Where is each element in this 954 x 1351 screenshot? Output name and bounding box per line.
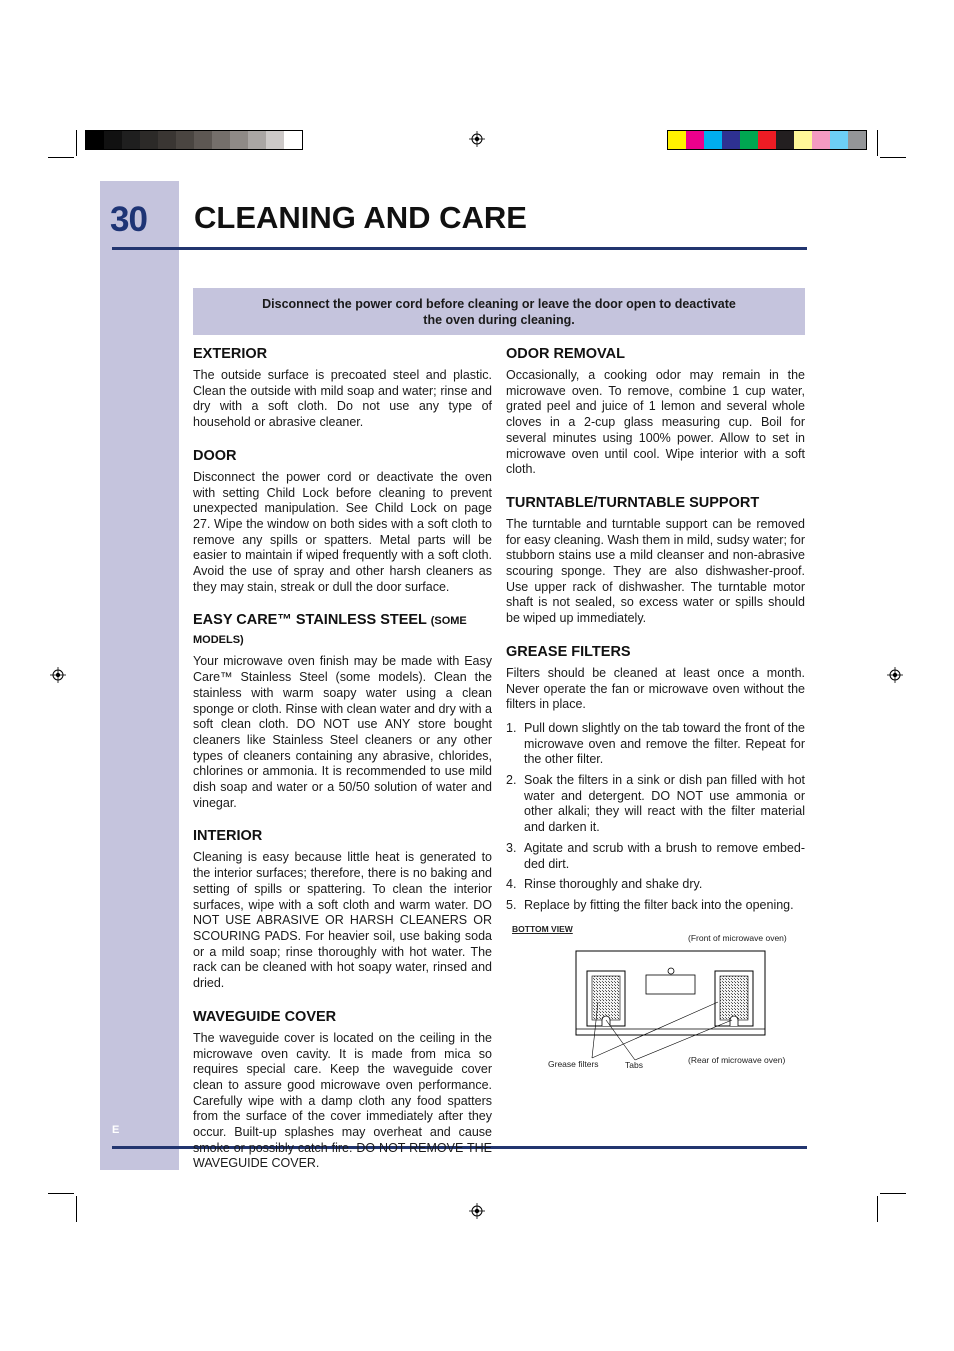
section-heading: GREASE FILTERS: [506, 643, 631, 660]
color-swatch: [794, 131, 812, 149]
section-heading: TURNTABLE/TURNTABLE SUPPORT: [506, 494, 760, 511]
color-swatch: [686, 131, 704, 149]
heading-small: (SOME MODELS): [193, 615, 467, 647]
bottom-view-diagram: [540, 940, 800, 1065]
section-exterior: [193, 345, 492, 431]
center-light-cover: [646, 975, 695, 994]
language-mark: E: [112, 1124, 120, 1136]
color-swatch: [176, 131, 194, 149]
color-swatch: [104, 131, 122, 149]
crop-mark: [76, 1196, 77, 1222]
header-rule: [112, 247, 807, 250]
color-swatch: [812, 131, 830, 149]
color-swatch: [230, 131, 248, 149]
section-easy-care: [193, 611, 492, 811]
list-item: [506, 773, 805, 836]
section-body: Occasionally, a cooking odor may remain in the microwave oven. To remove, combine 1 cup water, grated peel and juice of 1 lemon and several whole cloves in a 2-cup glass measuring cup. Boil for several minutes using 100% power. Allow to set in microwave oven until cool. Wipe interior with a soft cloth.: [506, 368, 805, 477]
section-turntable: [506, 494, 805, 627]
step-text: Pull down slightly on the tab toward the front of the microwave oven and remove the filter. Repeat for the other filter.: [524, 720, 805, 767]
color-swatch: [722, 131, 740, 149]
crop-mark: [48, 157, 74, 158]
section-body: The turntable and turntable support can be removed for easy cleaning. Wash them in mild, sudsy water; for stubborn stains use a mild cleanser and non-abrasive scouring sponge. They are also dishwasher-proof. Use upper rack of dishwasher. The turntable motor shaft is not sealed, so excess water or spills should be wiped up immediately.: [506, 516, 805, 626]
left-column: [193, 345, 492, 1188]
section-body: Disconnect the power cord or deactivate the oven with setting Child Lock before cleaning to prevent unexpected manipulation. See Child Lock on page 27. Wipe the window on both sides with a soft cloth to remove any spills or spatters. Metal parts will be easier to maintain if wiped frequently with a soft cloth. Avoid the use of spray and other harsh cleaners as they may stain, streak or dull the door surface.: [193, 469, 492, 594]
center-screw-icon: [668, 968, 674, 974]
section-heading: ODOR REMOVAL: [506, 346, 625, 362]
gray-calibration-bar: [85, 130, 303, 150]
step-text: Soak the filters in a sink or dish pan filled with hot water and detergent. DO NOT use ammonia or other alkali; they will react with the filter material and darken it.: [524, 773, 805, 835]
color-swatch: [704, 131, 722, 149]
color-swatch: [830, 131, 848, 149]
step-number: 3.: [506, 840, 517, 855]
diagram-front-label: (Front of microwave oven): [688, 933, 787, 943]
color-swatch: [740, 131, 758, 149]
steps-list: [506, 721, 805, 914]
color-swatch: [776, 131, 794, 149]
crop-mark: [877, 1196, 878, 1222]
color-swatch: [140, 131, 158, 149]
color-swatch: [848, 131, 866, 149]
section-grease-filters: [506, 643, 805, 914]
section-heading: EXTERIOR: [193, 346, 268, 362]
registration-mark-icon: [887, 667, 903, 683]
diagram-title: BOTTOM VIEW: [512, 924, 573, 934]
color-swatch: [758, 131, 776, 149]
registration-mark-icon: [50, 667, 66, 683]
section-interior: [193, 827, 492, 991]
list-item: [506, 721, 805, 768]
section-heading: WAVEGUIDE COVER: [193, 1008, 337, 1025]
diagram-filters-label: Grease filters: [548, 1059, 599, 1069]
list-item: [506, 841, 805, 872]
color-swatch: [86, 131, 104, 149]
warning-line: Disconnect the power cord before cleaning or leave the door open to deactivate: [262, 296, 736, 311]
color-calibration-bar: [667, 130, 867, 150]
color-swatch: [266, 131, 284, 149]
step-number: 1.: [506, 720, 517, 735]
crop-mark: [48, 1193, 74, 1194]
color-swatch: [668, 131, 686, 149]
step-number: 4.: [506, 877, 517, 892]
section-odor: [506, 345, 805, 478]
crop-mark: [880, 157, 906, 158]
step-text: Rinse thoroughly and shake dry.: [524, 877, 703, 892]
color-swatch: [248, 131, 266, 149]
diagram-tabs-label: Tabs: [625, 1060, 643, 1070]
section-body: Cleaning is easy because little heat is generated to the interior surfaces; therefore, there is no baking and setting of spills or spattering. To clean the interior surfaces, wipe with a soft cloth and warm water. DO NOT USE ABRASIVE OR HARSH CLEANERS OR SCOURING PADS. For heavier soil, use baking soda or a mild soap; rinse thoroughly with hot water. The rack can be cleaned with hot soapy water, rinsed and dried.: [193, 850, 492, 991]
registration-mark-icon: [469, 1203, 485, 1219]
left-filter-mesh: [592, 976, 620, 1020]
section-body: Your microwave oven finish may be made with Easy Care™ Stainless Steel (some models). Clean the stainless with warm soapy water using a clean sponge or cloth. Rinse with clean water and dry with a soft clean cloth. DO NOT use ANY store bought cleaners like Stainless Steel cleaners or any other types of cleaners containing any abrasive, chlorides, chlorines or ammonia. It is recommended to use mild dish soap and water or a 50/50 solution of water and vinegar.: [193, 654, 492, 810]
warning-line: the oven during cleaning.: [423, 312, 575, 327]
section-body: Filters should be cleaned at least once a month. Never operate the fan or microwave oven without the filters in place.: [506, 665, 805, 712]
section-heading: INTERIOR: [193, 828, 263, 845]
section-heading: DOOR: [193, 447, 237, 464]
right-filter-mesh: [720, 976, 748, 1020]
page-number: 30: [110, 200, 147, 239]
heading-main: EASY CARE™ STAINLESS STEEL: [193, 612, 431, 629]
color-swatch: [284, 131, 302, 149]
color-swatch: [122, 131, 140, 149]
crop-mark: [880, 1193, 906, 1194]
left-filter-tab-icon: [602, 1016, 610, 1026]
section-heading: [193, 611, 492, 649]
color-swatch: [194, 131, 212, 149]
step-text: Agitate and scrub with a brush to remove embed-ded dirt.: [524, 840, 805, 871]
diagram-rear-label: (Rear of microwave oven): [688, 1055, 786, 1065]
section-door: [193, 447, 492, 596]
section-body: The waveguide cover is located on the ceiling in the microwave oven cavity. It is made from mica so requires special care. Keep the waveguide cover clean to assure good microwave oven performance. Carefully wipe with a damp cloth any food spatters from the surface of the cover immediately after they occur. Built-up splashes may overheat and cause smoke or possibly catch fire. DO NOT REMOVE THE WAVEGUIDE COVER.: [193, 1030, 492, 1171]
warning-box: [193, 288, 805, 335]
color-swatch: [212, 131, 230, 149]
section-waveguide: [193, 1008, 492, 1172]
step-text: Replace by fitting the filter back into the opening.: [524, 897, 794, 912]
crop-mark: [877, 130, 878, 156]
step-number: 5.: [506, 897, 517, 912]
step-number: 2.: [506, 773, 517, 788]
registration-mark-icon: [469, 131, 485, 147]
page-sidebar: [100, 181, 179, 1170]
page-title: CLEANING AND CARE: [194, 200, 527, 235]
crop-mark: [76, 130, 77, 156]
list-item: [506, 898, 805, 914]
color-swatch: [158, 131, 176, 149]
right-column: [506, 345, 805, 930]
section-body: The outside surface is precoated steel and plastic. Clean the outside with mild soap and water; rinse and dry with a soft cloth. Do not use any type of household or abrasive cleaner.: [193, 368, 492, 430]
right-filter-tab-icon: [730, 1016, 738, 1026]
list-item: [506, 877, 805, 893]
